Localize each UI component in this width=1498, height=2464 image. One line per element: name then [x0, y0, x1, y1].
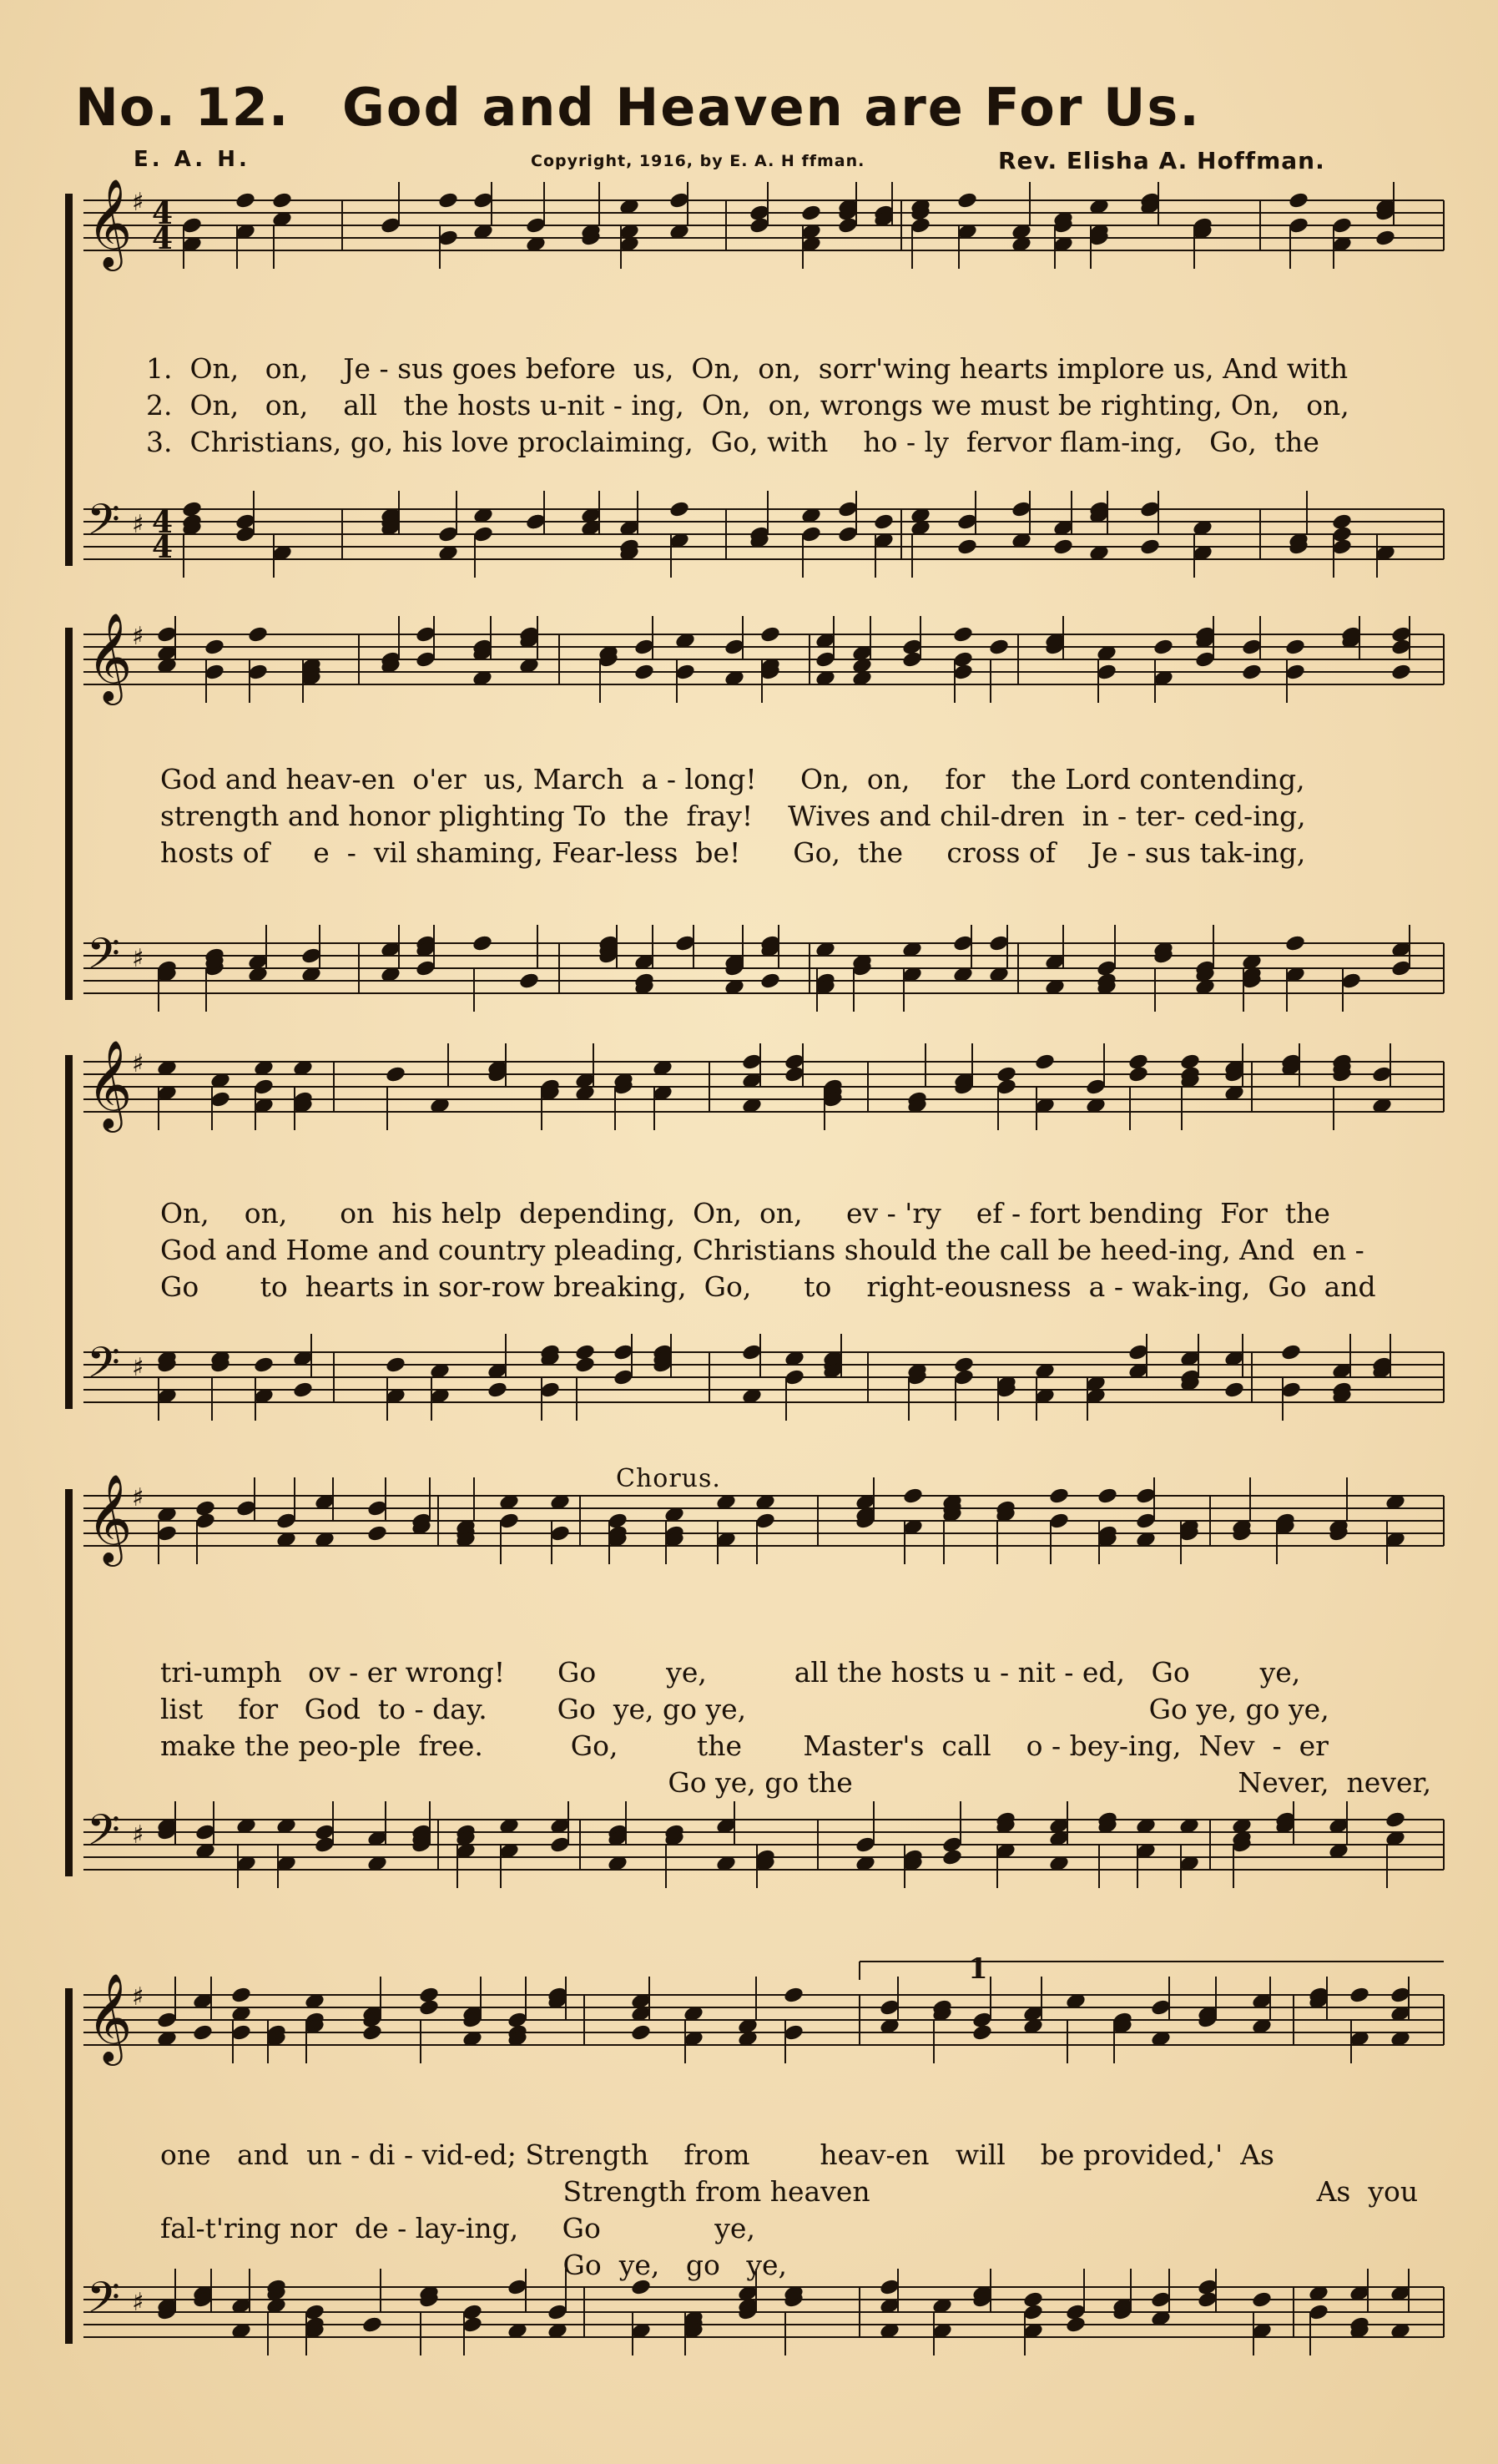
lyric-line: God and heav-en o'er us, March a - long! On, on, for the Lord contending,	[160, 763, 1305, 795]
time-signature-digit: 4	[152, 196, 174, 231]
lyric-line: 3. Christians, go, his love proclaiming, Go, with ho - ly fervor flam-ing, Go, the	[146, 426, 1319, 458]
hymn-number: No. 12.	[75, 77, 290, 138]
lyric-line: On, on, on his help depending, On, on, ev - 'ry ef - fort bending For the	[160, 1197, 1330, 1229]
copyright-notice: Copyright, 1916, by E. A. H ffman.	[531, 152, 865, 170]
lyric-line: tri-umph ov - er wrong! Go ye, all the hosts u - nit - ed, Go ye,	[160, 1656, 1301, 1689]
note-head	[361, 2315, 383, 2334]
chorus-label: Chorus.	[616, 1464, 721, 1493]
time-signature-digit: 4	[152, 530, 174, 565]
lyric-line: make the peo-ple free. Go, the Master's call o - bey-ing, Nev - er	[160, 1729, 1329, 1762]
time-signature-digit: 4	[152, 505, 174, 540]
time-signature-digit: 4	[152, 221, 174, 256]
bass-clef-icon: 𝄢	[87, 928, 120, 989]
sharp-icon: ♯	[132, 1049, 144, 1078]
treble-clef-icon: 𝄞	[87, 612, 133, 701]
lyric-line: 2. On, on, all the hosts u-nit - ing, On, on, wrongs we must be righting, On, on,	[146, 389, 1349, 422]
lyric-line: fal-t'ring nor de - lay-ing, Go ye,	[160, 2212, 755, 2244]
lyric-line: Go ye, go the Never, never,	[160, 1766, 1432, 1799]
note-head	[630, 2023, 652, 2042]
sharp-icon: ♯	[132, 1483, 144, 1512]
lyric-line: hosts of e - vil shaming, Fear-less be! Go, the cross of Je - sus tak-ing,	[160, 836, 1306, 869]
bass-clef-icon: 𝄢	[87, 2272, 120, 2333]
sharp-icon: ♯	[132, 1982, 144, 2012]
first-ending-number: 1	[968, 1952, 988, 1986]
lyric-line: God and Home and country pleading, Christians should the call be heed-ing, And en -	[160, 1234, 1364, 1266]
lyric-line: list for God to - day. Go ye, go ye, Go ye, go ye,	[160, 1693, 1329, 1725]
hymn-title: God and Heaven are For Us.	[342, 77, 1201, 138]
sharp-icon: ♯	[132, 944, 144, 973]
note-head	[1251, 2290, 1273, 2309]
note-head	[783, 1986, 804, 2004]
sharp-icon: ♯	[132, 1820, 144, 1850]
bass-clef-icon: 𝄢	[87, 1337, 120, 1398]
author-credit: Rev. Elisha A. Hoffman.	[998, 147, 1325, 174]
lyric-line: Go ye, go ye,	[160, 2249, 787, 2281]
bass-clef-icon: 𝄢	[87, 1805, 120, 1866]
system-brace	[65, 1988, 73, 2344]
staff-system-svg	[58, 0, 1477, 2464]
note-head	[1022, 2290, 1044, 2309]
note-head	[1065, 2315, 1087, 2334]
lyric-line: one and un - di - vid-ed; Strength from heav-en will be provided,' As	[160, 2138, 1274, 2171]
treble-clef-icon: 𝄞	[87, 1039, 133, 1128]
sharp-icon: ♯	[132, 510, 144, 539]
sharp-icon: ♯	[132, 188, 144, 217]
lyric-line: Go to hearts in sor-row breaking, Go, to right-eousness a - wak-ing, Go and	[160, 1270, 1376, 1303]
note-head	[230, 1986, 252, 2004]
treble-clef-icon: 𝄞	[87, 1473, 133, 1563]
sharp-icon: ♯	[132, 622, 144, 651]
note-head	[1349, 1986, 1370, 2004]
sharp-icon: ♯	[132, 1353, 144, 1382]
treble-clef-icon: 𝄞	[87, 178, 133, 267]
note-head	[418, 1998, 440, 2017]
lyric-line: 1. On, on, Je - sus goes before us, On, on, sorr'wing hearts implore us, And with	[146, 352, 1349, 385]
lyric-line: Strength from heaven As you	[160, 2175, 1419, 2208]
composer-credit: E. A. H.	[134, 147, 250, 172]
bass-clef-icon: 𝄢	[87, 494, 120, 555]
note-head	[192, 2023, 214, 2042]
treble-clef-icon: 𝄞	[87, 1972, 133, 2062]
lyric-line: strength and honor plighting To the fray! Wives and chil-dren in - ter- ced-ing,	[160, 800, 1306, 832]
sharp-icon: ♯	[132, 2288, 144, 2317]
